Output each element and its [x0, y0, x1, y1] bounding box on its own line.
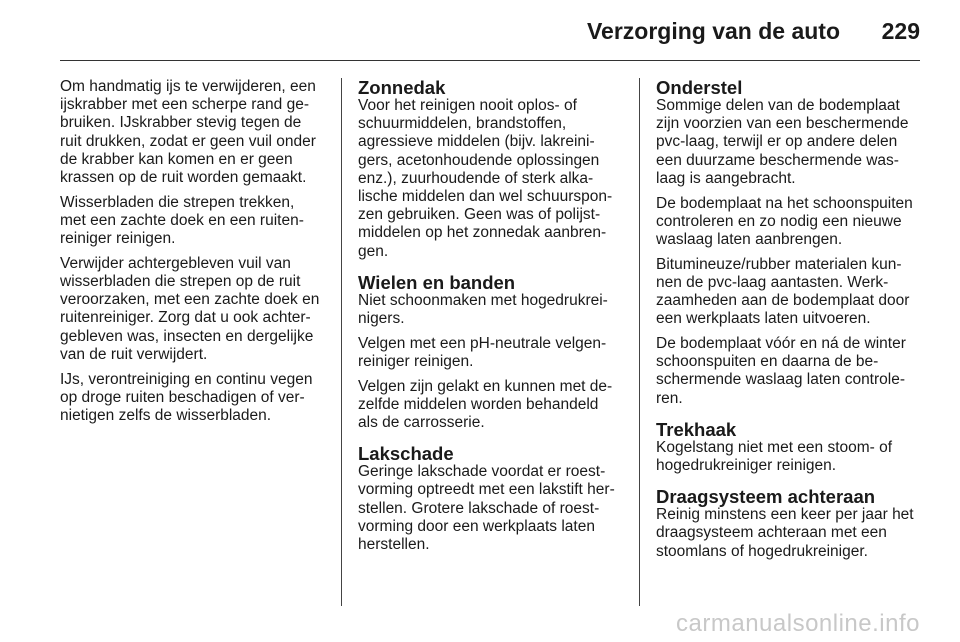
paragraph: Om handmatig ijs te verwijderen, een ijskrabber met een scherpe rand ge-bruiken. IJskrabber stevig tegen de ruit drukken, zodat er geen vuil onder de krabber kan komen en er geen krassen op de ruit worden gemaakt. [60, 78, 316, 187]
paragraph: Velgen met een pH-neutrale velgen-reiniger reinigen. [358, 334, 607, 370]
paragraph: Wisserbladen die strepen trekken, met een zachte doek en een ruiten-reiniger reinigen. [60, 193, 304, 248]
paragraph: De bodemplaat vóór en ná de winter schoonspuiten en daarna de be-schermende waslaag laten controle-ren. [656, 334, 906, 407]
watermark: carmanualsonline.info [676, 610, 920, 637]
paragraph: Geringe lakschade voordat er roest-vorming optreedt met een lakstift her-stellen. Grotere lakschade of roest-vorming door een werkplaats laten herstellen. [358, 463, 615, 554]
paragraph: IJs, verontreiniging en continu vegen op droge ruiten beschadigen of ver-nietigen zelfs de wisserbladen. [60, 370, 313, 424]
column-3 [656, 78, 920, 573]
section-heading: Lakschade [358, 443, 454, 465]
column-1 [60, 78, 324, 432]
paragraph: Voor het reinigen nooit oplos- of schuurmiddelen, brandstoffen, agressieve middelen (bijv. lakreini-gers, acetonhoudende oplossingen enz.), zuurhoudende of sterk alka-lische middelen dan wel schuurspon-zen gebruiken. Geen was of polijst-middelen op het zonnedak aanbren-gen. [358, 97, 613, 260]
page-number: 229 [881, 18, 920, 44]
section-heading: Wielen en banden [358, 271, 516, 293]
paragraph: Verwijder achtergebleven vuil van wisserbladen die strepen op de ruit veroorzaken, met een zachte doek en ruitenreiniger. Zorg dat u ook achter-gebleven was, insecten en dergelijke van de ruit verwijdert. [60, 254, 320, 363]
paragraph: Reinig minstens een keer per jaar het draagsysteem achteraan met een stoomlans of hogedrukreiniger. [656, 506, 914, 560]
section-draagsysteem-achteraan [656, 487, 920, 561]
paragraph: Niet schoonmaken met hogedrukrei-nigers. [358, 291, 608, 328]
section-heading: Draagsysteem achteraan [656, 486, 876, 508]
section-onderstel [656, 78, 920, 408]
paragraph: Kogelstang niet met een stoom- of hogedrukreiniger reinigen. [656, 438, 893, 474]
section-heading: Trekhaak [656, 418, 737, 440]
section-trekhaak [656, 420, 920, 475]
paragraph: Velgen zijn gelakt en kunnen met de-zelfde middelen worden behandeld als de carrosserie. [358, 377, 613, 432]
page-title: Verzorging van de auto [586, 18, 840, 44]
column-divider [341, 78, 342, 606]
section-wielen-en-banden [358, 273, 622, 432]
paragraph: Bitumineuze/rubber materialen kun-nen de pvc-laag aantasten. Werk-zaamheden aan de bodemplaat door een werkplaats laten uitvoeren. [656, 255, 910, 328]
header-divider [60, 60, 920, 61]
paragraph: De bodemplaat na het schoonspuiten controleren en zo nodig een nieuwe waslaag laten aanbrengen. [656, 194, 913, 248]
paragraph: Sommige delen van de bodemplaat zijn voorzien van een beschermende pvc-laag, terwijl er op andere delen een duurzame beschermende was-laag is aangebracht. [656, 97, 909, 187]
section-zonnedak [358, 78, 622, 261]
column-2 [358, 78, 622, 566]
section-heading: Onderstel [656, 77, 743, 98]
column-divider [639, 78, 640, 606]
section-heading: Zonnedak [358, 77, 446, 98]
page-header [60, 0, 920, 60]
section-lakschade [358, 444, 622, 554]
